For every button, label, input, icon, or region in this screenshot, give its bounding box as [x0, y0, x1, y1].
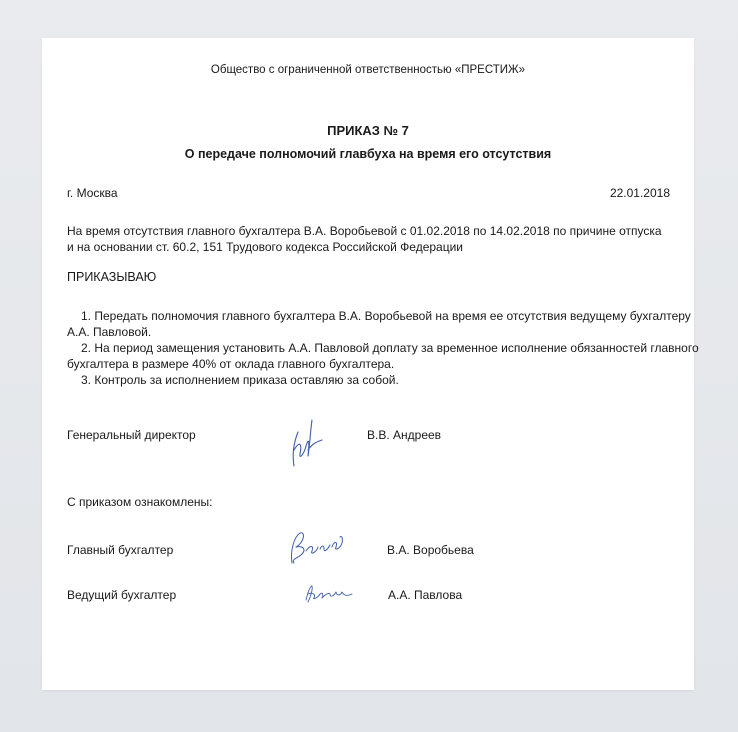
- lead-accountant-signature-icon: [300, 578, 358, 608]
- order-item: 3. Контроль за исполнением приказа оставляю за собой.: [81, 373, 399, 387]
- director-name: В.В. Андреев: [367, 428, 442, 442]
- order-subtitle: О передаче полномочий главбуха на время его отсутствия: [184, 147, 552, 161]
- lead-accountant-role: Ведущий бухгалтер: [67, 588, 177, 602]
- order-item-continuation: бухгалтера в размере 40% от оклада главного бухгалтера.: [67, 357, 395, 371]
- intro-line: На время отсутствия главного бухгалтера В.А. Воробьевой с 01.02.2018 по 14.02.2018 по причине отпуска: [67, 224, 662, 238]
- order-item-continuation: А.А. Павловой.: [67, 325, 152, 339]
- chief-accountant-signature-icon: [286, 523, 348, 571]
- document-sheet: [42, 38, 699, 690]
- city: г. Москва: [67, 186, 118, 200]
- director-signature-icon: [288, 410, 328, 472]
- intro-paragraph: [67, 223, 662, 255]
- order-title: ПРИКАЗ № 7: [327, 123, 409, 138]
- chief-accountant-role: Главный бухгалтер: [67, 543, 174, 557]
- order-item: 1. Передать полномочия главного бухгалтера В.А. Воробьевой на время ее отсутствия ведущему бухгалтеру: [81, 309, 691, 323]
- acknowledged-label: С приказом ознакомлены:: [67, 495, 213, 509]
- order-word: ПРИКАЗЫВАЮ: [67, 270, 157, 284]
- order-item: 2. На период замещения установить А.А. Павловой доплату за временное исполнение обязанностей главного: [81, 341, 699, 355]
- order-date: 22.01.2018: [609, 186, 670, 200]
- organization-name: Общество с ограниченной ответственностью «ПРЕСТИЖ»: [210, 64, 526, 76]
- lead-accountant-name: А.А. Павлова: [388, 588, 463, 602]
- order-items: [67, 308, 699, 388]
- chief-accountant-name: В.А. Воробьева: [387, 543, 474, 557]
- director-role: Генеральный директор: [67, 428, 196, 442]
- intro-line: и на основании ст. 60.2, 151 Трудового кодекса Российской Федерации: [67, 240, 463, 254]
